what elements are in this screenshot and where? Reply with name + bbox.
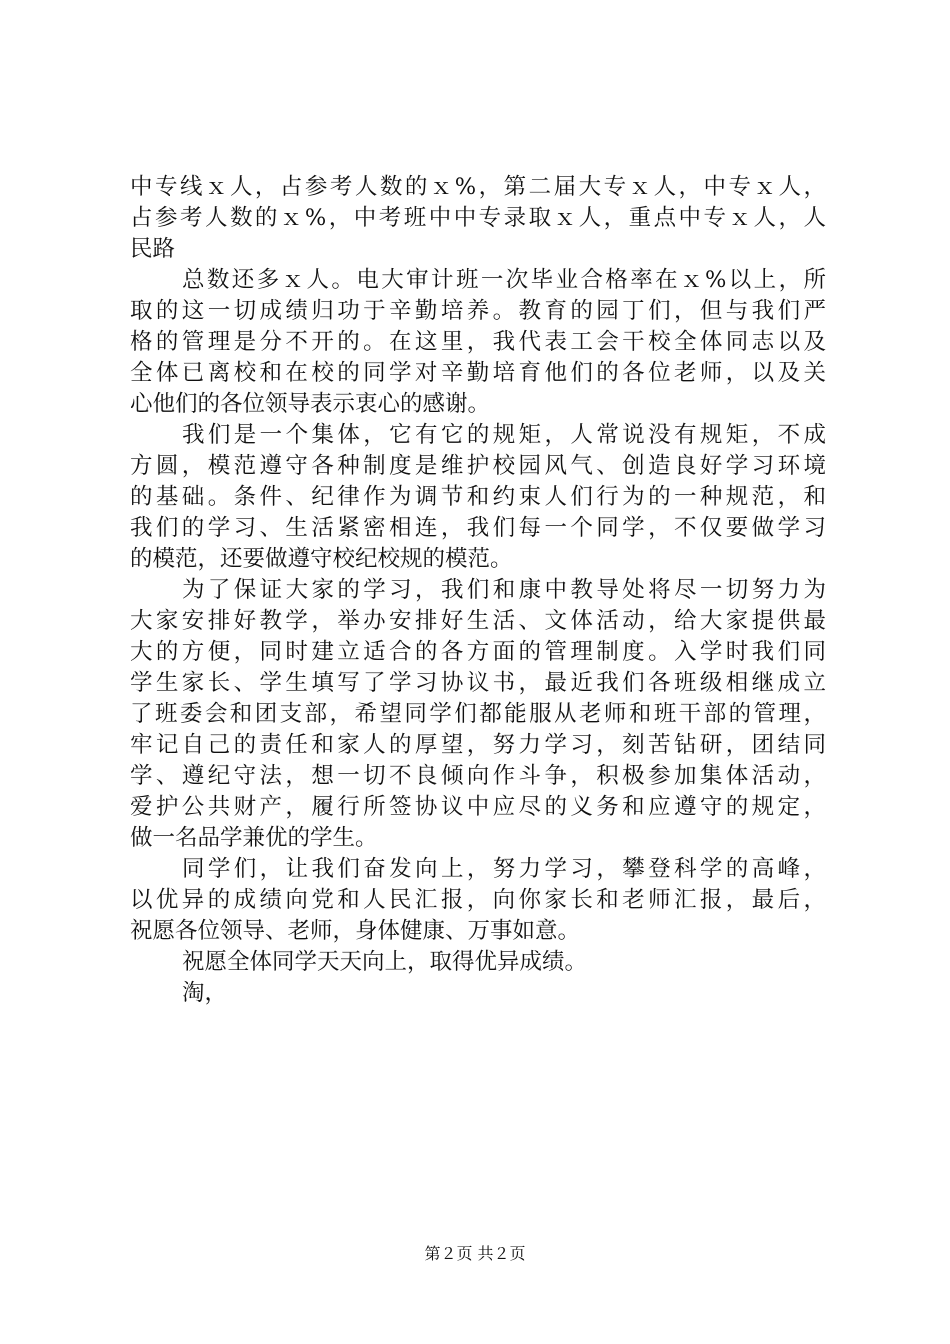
text-line: 牢记自己的责任和家人的厚望，努力学习，刻苦钻研，团结同 [130, 732, 826, 758]
text-line: 同学们，让我们奋发向上，努力学习，攀登科学的高峰， [182, 856, 826, 882]
text-line: 心他们的各位领导表示衷心的感谢。 [130, 391, 491, 417]
text-line: 大家安排好教学，举办安排好生活、文体活动，给大家提供最 [130, 608, 826, 634]
text-line: 中专线ｘ人，占参考人数的ｘ%，第二届大专ｘ人，中专ｘ人， [130, 174, 826, 200]
text-line: 大的方便，同时建立适合的各方面的管理制度。入学时我们同 [130, 639, 826, 665]
text-line: 祝愿全体同学天天向上，取得优异成绩。 [182, 949, 588, 975]
text-line: 的基础。条件、纪律作为调节和约束人们行为的一种规范，和 [130, 484, 826, 510]
document-body [130, 172, 826, 1009]
text-line: 方圆，模范遵守各种制度是维护校园风气、创造良好学习环境 [130, 453, 826, 479]
text-line: 淘， [182, 980, 228, 1006]
text-line: 做一名品学兼优的学生。 [130, 825, 378, 851]
text-line: 为了保证大家的学习，我们和康中教导处将尽一切努力为 [182, 577, 826, 603]
text-line: 取的这一切成绩归功于辛勤培养。教育的园丁们，但与我们严 [130, 298, 826, 324]
text-line: 以优异的成绩向党和人民汇报，向你家长和老师汇报，最后， [130, 887, 826, 913]
text-line: 总数还多ｘ人。电大审计班一次毕业合格率在ｘ%以上，所 [182, 267, 826, 293]
page-number-footer: 第２页 共２页 [424, 1244, 526, 1263]
text-line: 学、遵纪守法，想一切不良倾向作斗争，积极参加集体活动， [130, 763, 826, 789]
text-line: 格的管理是分不开的。在这里，我代表工会干校全体同志以及 [130, 329, 826, 355]
text-line: 的模范，还要做遵守校纪校规的模范。 [130, 546, 513, 572]
text-line: 我们的学习、生活紧密相连，我们每一个同学，不仅要做学习 [130, 515, 826, 541]
text-line: 学生家长、学生填写了学习协议书，最近我们各班级相继成立 [130, 670, 826, 696]
text-line: 我们是一个集体，它有它的规矩，人常说没有规矩，不成 [182, 422, 826, 448]
text-line: 民路 [130, 236, 176, 262]
text-line: 全体已离校和在校的同学对辛勤培育他们的各位老师，以及关 [130, 360, 826, 386]
text-line: 了班委会和团支部，希望同学们都能服从老师和班干部的管理， [130, 701, 826, 727]
text-line: 祝愿各位领导、老师，身体健康、万事如意。 [130, 918, 581, 944]
text-line: 爱护公共财产，履行所签协议中应尽的义务和应遵守的规定， [130, 794, 826, 820]
text-line: 占参考人数的ｘ%，中考班中中专录取ｘ人，重点中专ｘ人，人 [130, 205, 826, 231]
